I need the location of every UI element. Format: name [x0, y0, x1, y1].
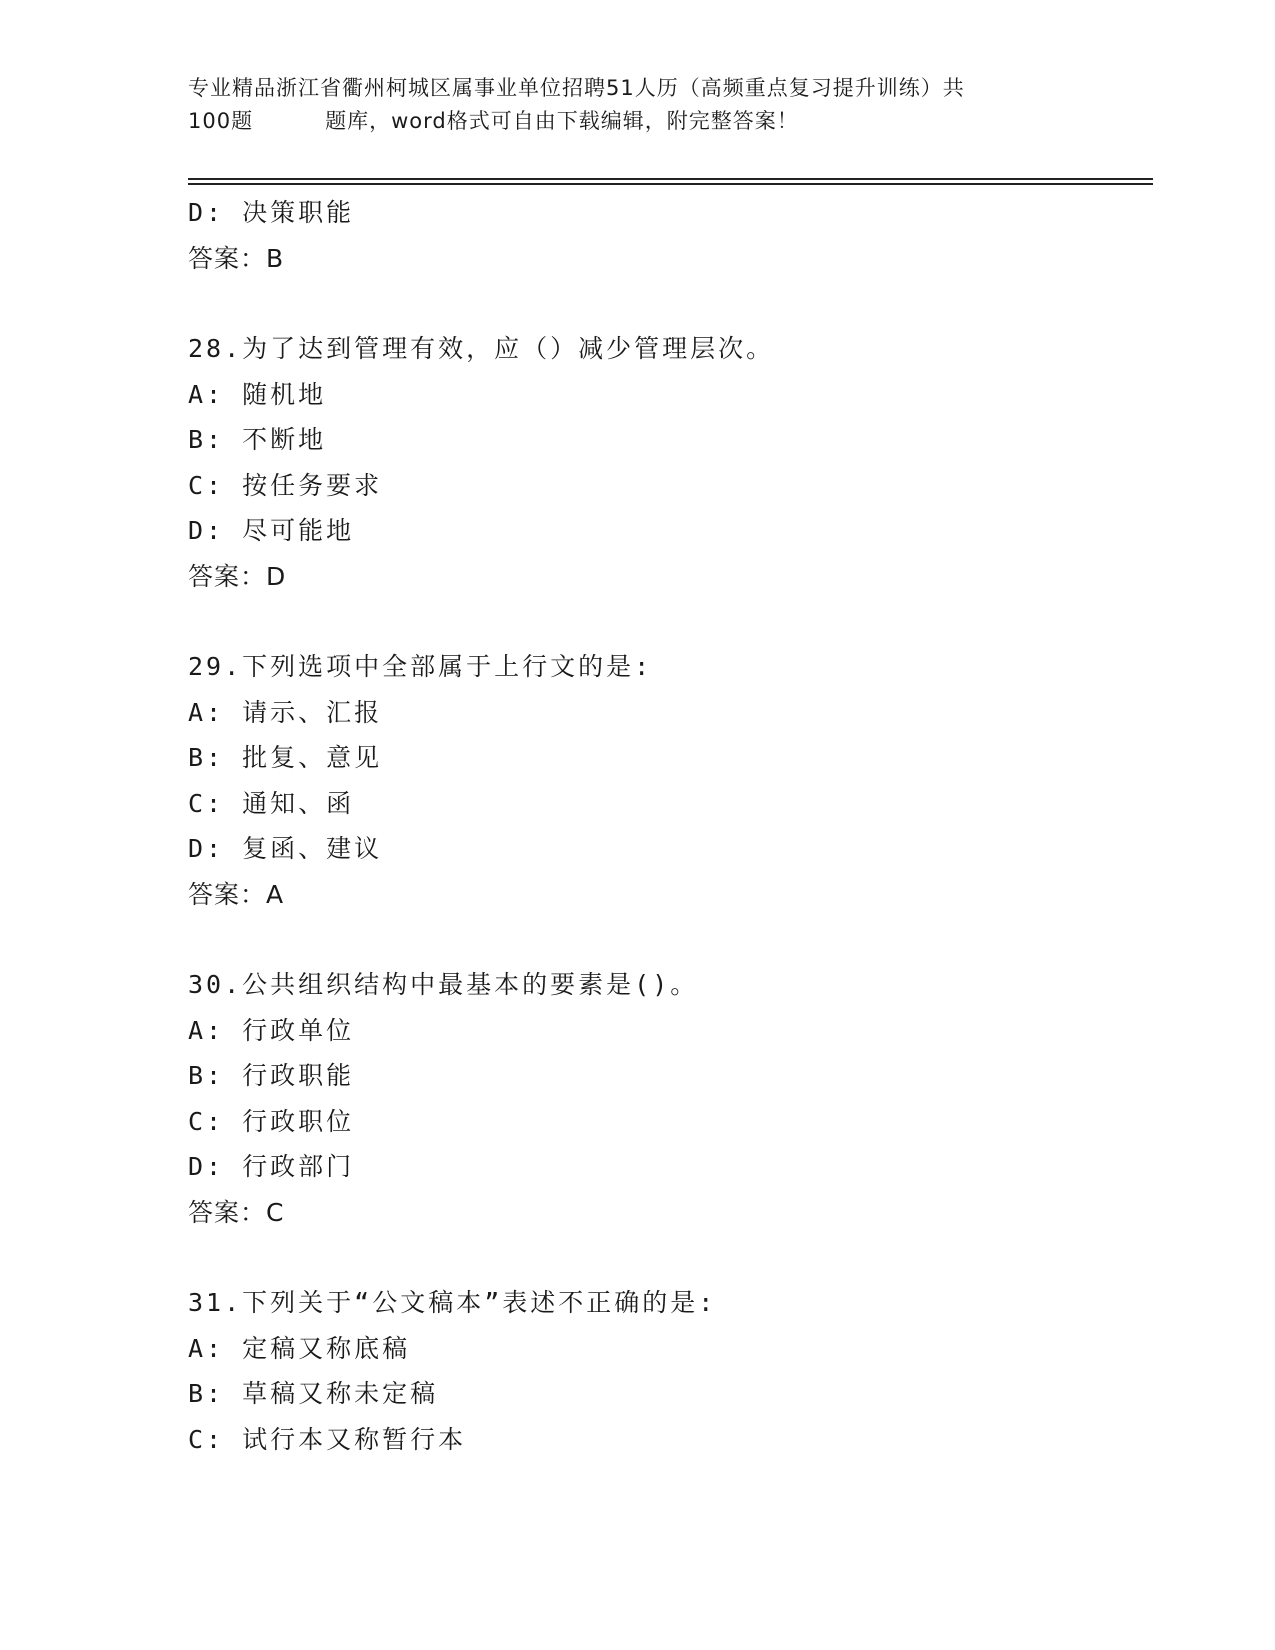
question-28: [188, 326, 1148, 599]
option-a: A: 行政单位: [188, 1015, 355, 1045]
question-text: 29.下列选项中全部属于上行文的是:: [188, 652, 653, 681]
option-c: C: 试行本又称暂行本: [188, 1424, 467, 1454]
option-d: D: 行政部门: [188, 1152, 355, 1181]
question-text: 31.下列关于“公文稿本”表述不正确的是:: [188, 1288, 717, 1317]
question-31: [188, 1280, 1148, 1462]
option-d: D: 复函、建议: [188, 834, 383, 863]
option-d: D: 尽可能地: [188, 516, 355, 545]
option-a: A: 随机地: [188, 379, 327, 409]
question-29: [188, 644, 1148, 917]
option-c: C: 行政职位: [188, 1106, 355, 1136]
header-line-2-text: 题库，word格式可自由下载编辑，附完整答案！: [325, 109, 799, 133]
prev-answer: 答案：B: [188, 243, 285, 273]
answer: 答案：A: [188, 879, 285, 909]
question-30: [188, 962, 1148, 1235]
header-line-1: 专业精品浙江省衢州柯城区属事业单位招聘51人历（高频重点复习提升训练）共: [188, 76, 965, 100]
page-header: [188, 72, 1088, 138]
option-a: A: 定稿又称底稿: [188, 1333, 411, 1363]
option-b: B: 草稿又称未定稿: [188, 1379, 439, 1408]
answer: 答案：D: [188, 561, 287, 591]
header-line-2: [188, 105, 1088, 138]
option-c: C: 按任务要求: [188, 470, 383, 500]
question-text: 30.公共组织结构中最基本的要素是()。: [188, 970, 699, 999]
prev-option-d: D: 决策职能: [188, 198, 355, 227]
option-b: B: 行政职能: [188, 1061, 355, 1090]
option-a: A: 请示、汇报: [188, 697, 383, 727]
question-text: 28.为了达到管理有效，应（）减少管理层次。: [188, 334, 775, 363]
header-divider-bottom: [188, 183, 1153, 185]
header-line-2-count: 100题: [188, 109, 254, 133]
option-b: B: 批复、意见: [188, 743, 383, 772]
option-c: C: 通知、函: [188, 788, 355, 818]
header-divider-top: [188, 178, 1153, 180]
question-list: [188, 190, 1148, 1462]
option-b: B: 不断地: [188, 425, 327, 454]
answer: 答案：C: [188, 1197, 285, 1227]
